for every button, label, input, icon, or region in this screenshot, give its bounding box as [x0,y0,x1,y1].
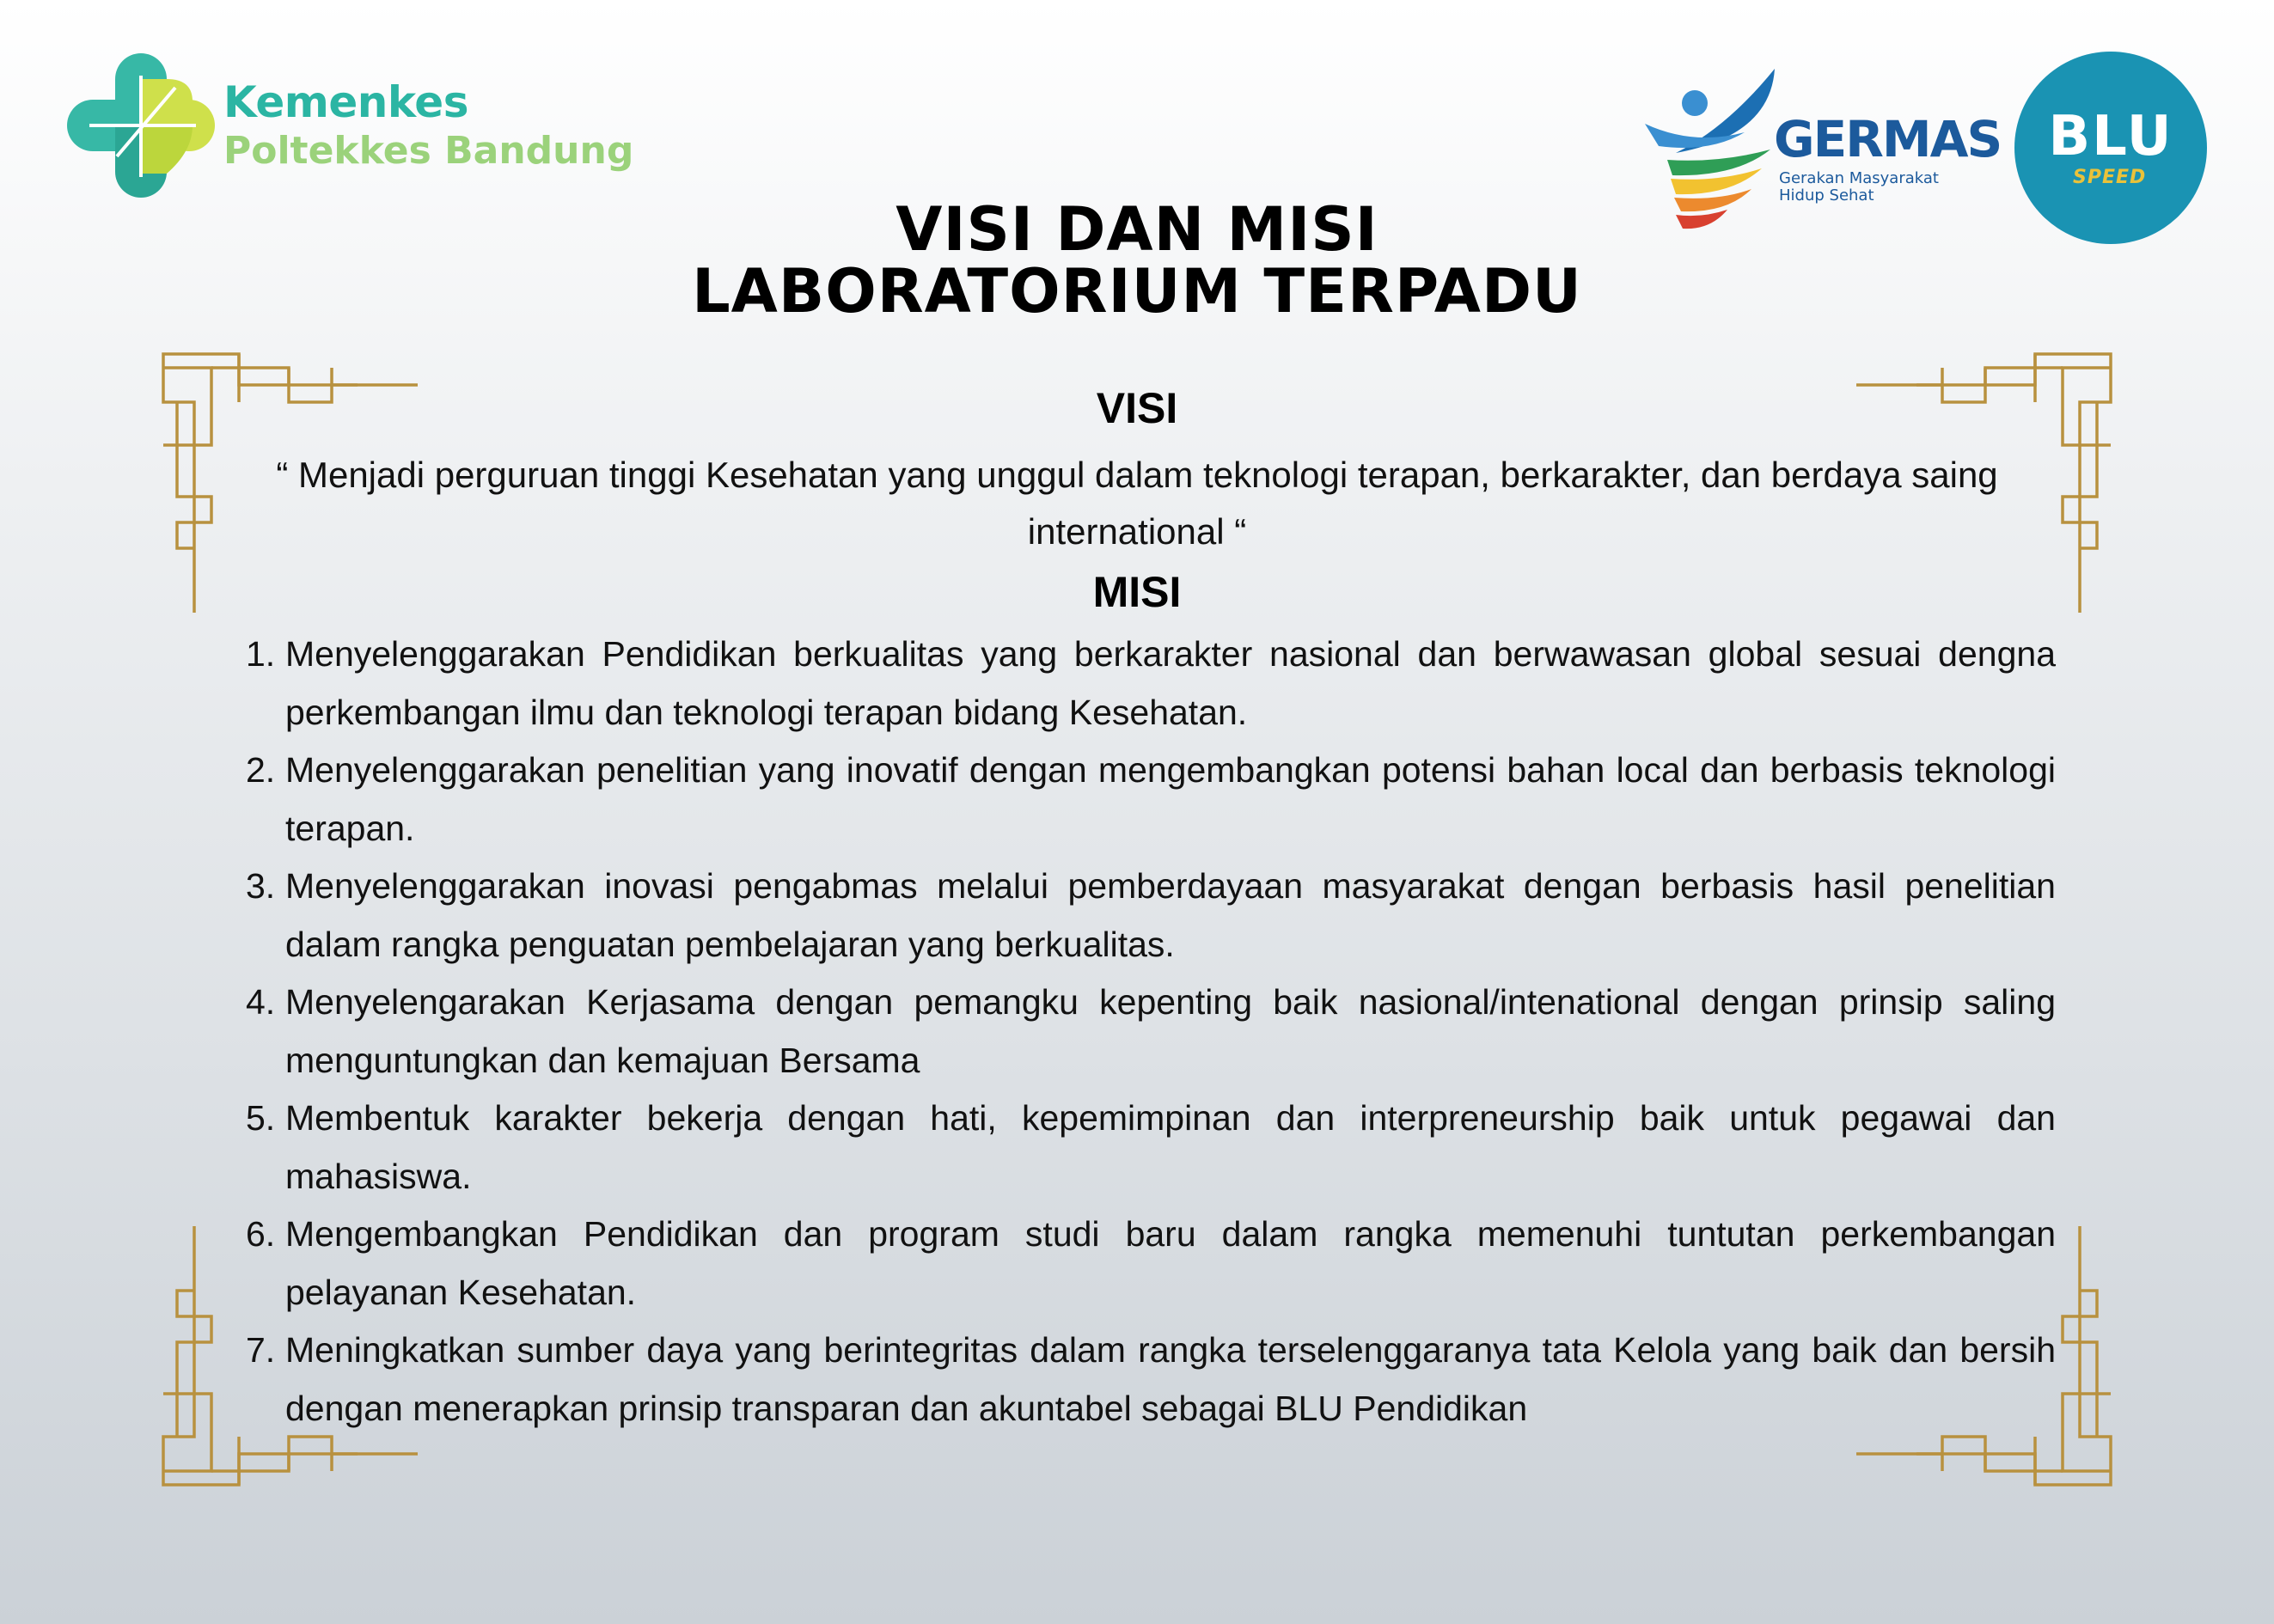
misi-item-text: Menyelenggarakan penelitian yang inovatif dengan mengembangkan potensi bahan local dan berbasis teknologi terapan. [285,750,2056,848]
misi-item-number: 6. [246,1214,276,1254]
misi-item-text: Menyelengarakan Kerjasama dengan pemangku kepenting baik nasional/intenational dengan prinsip saling menguntungkan dan kemajuan Bersama [285,982,2056,1080]
misi-item-text: Membentuk karakter bekerja dengan hati, kepemimpinan dan interpreneurship baik untuk pegawai dan mahasiswa. [285,1098,2056,1196]
kemenkes-name: Kemenkes [223,77,468,127]
misi-item [246,742,2056,858]
misi-item-number: 5. [246,1098,276,1138]
misi-item [246,858,2056,974]
misi-item-number: 4. [246,982,276,1022]
page-title-line2: LABORATORIUM TERPADU [692,256,1582,327]
blu-wordmark: BLU [2048,105,2173,168]
visi-heading: VISI [1096,384,1178,432]
blu-speed-tag: SPEED [2073,167,2147,188]
misi-item [246,626,2056,742]
misi-item-number: 1. [246,634,276,674]
kemenkes-emblem-icon [67,53,215,199]
kemenkes-logo [67,53,634,199]
misi-item-number: 2. [246,750,276,790]
germas-tagline-line1: Gerakan Masyarakat [1779,169,1939,187]
misi-list [246,626,2056,1438]
misi-item-number: 3. [246,866,276,906]
visi-statement: “ Menjadi perguruan tinggi Kesehatan yang unggul dalam teknologi terapan, berkarakter, dan berdaya saing international “ [276,455,1998,552]
misi-item-number: 7. [246,1330,276,1370]
germas-wordmark: GERMAS [1774,110,2002,168]
misi-item [246,1206,2056,1322]
misi-item-text: Menyelenggarakan Pendidikan berkualitas yang berkarakter nasional dan berwawasan global sesuai dengna perkembangan ilmu dan teknologi terapan bidang Kesehatan. [285,634,2056,732]
misi-item [246,974,2056,1090]
misi-item-text: Meningkatkan sumber daya yang berintegritas dalam rangka terselenggaranya tata Kelola yang baik dan bersih dengan menerapkan prinsip transparan dan akuntabel sebagai BLU Pendidikan [285,1330,2056,1428]
misi-heading: MISI [1092,568,1182,616]
misi-item-text: Mengembangkan Pendidikan dan program studi baru dalam rangka memenuhi tuntutan perkembangan pelayanan Kesehatan. [285,1214,2056,1312]
germas-tagline-line2: Hidup Sehat [1779,186,1874,205]
kemenkes-subtitle: Poltekkes Bandung [223,129,634,173]
page-title-line1: VISI DAN MISI [896,194,1378,265]
misi-item [246,1322,2056,1438]
misi-item-text: Menyelenggarakan inovasi pengabmas melalui pemberdayaan masyarakat dengan berbasis hasil penelitian dalam rangka penguatan pembelajaran yang berkualitas. [285,866,2056,964]
misi-item [246,1090,2056,1206]
